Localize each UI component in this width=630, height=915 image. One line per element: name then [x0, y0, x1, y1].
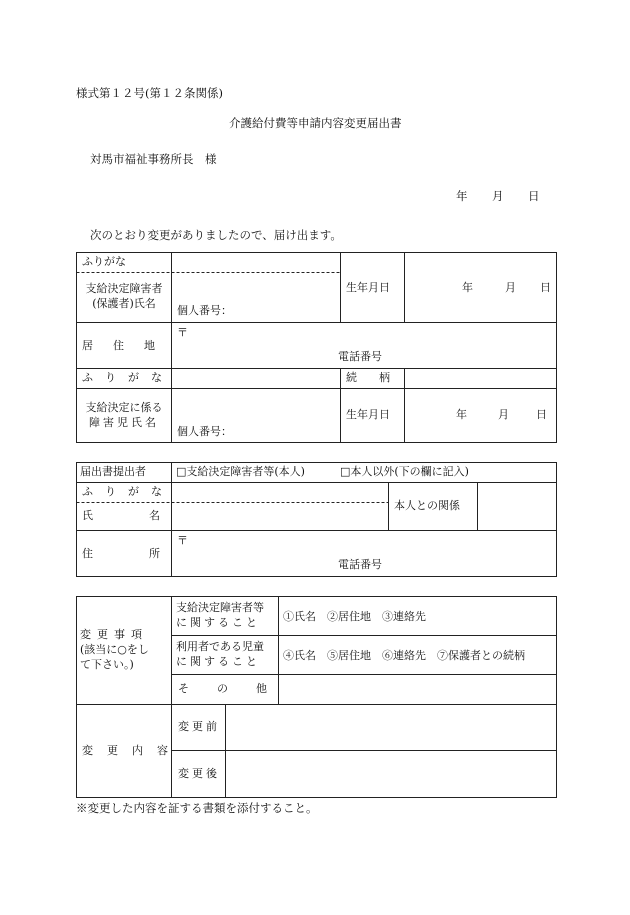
submitter-address-label: 住所 — [82, 547, 216, 560]
birthdate-label: 生年月日 — [346, 281, 390, 294]
addressee: 対馬市福祉事務所長 様 — [90, 152, 217, 166]
category1-options[interactable]: ①氏名 ②居住地 ③連絡先 — [283, 610, 426, 623]
option-self-checkbox[interactable]: □支給決定障害者等(本人) — [176, 465, 305, 478]
category2-label-line2: に関すること — [176, 655, 260, 668]
date-day-label: 日 — [528, 189, 540, 203]
birth-month-label: 月 — [505, 281, 516, 294]
relation-label: 続柄 — [346, 371, 412, 384]
submitter-label: 届出書提出者 — [80, 465, 146, 478]
footer-note: ※変更した内容を証する書類を添付すること。 — [76, 801, 318, 815]
address-label: 居住地 — [82, 339, 175, 352]
other-label: その他 — [178, 682, 295, 695]
birthdate-label-2: 生年月日 — [346, 408, 390, 421]
individual-number-label-2: 個人番号： — [177, 425, 232, 438]
form-number: 様式第１２号(第１２条関係) — [76, 86, 223, 100]
furigana-label-2: ふりがな — [82, 371, 174, 384]
child-name-label-line2: 障害児氏名 — [89, 416, 159, 429]
birth-day-label: 日 — [540, 281, 551, 294]
birth-day-label-2: 日 — [536, 408, 547, 421]
option-other-checkbox[interactable]: □本人以外(下の欄に記入) — [340, 465, 469, 478]
individual-number-label: 個人番号： — [177, 304, 232, 317]
category2-options[interactable]: ④氏名 ⑤居住地 ⑥連絡先 ⑦保護者との続柄 — [283, 649, 525, 662]
submitter-name-label: 氏名 — [82, 509, 216, 522]
furigana-label: ふりがな — [82, 255, 126, 268]
submitter-phone-label: 電話番号 — [338, 558, 382, 571]
intro-text: 次のとおり変更がありましたので、届け出ます。 — [90, 228, 342, 242]
after-label: 変更後 — [178, 767, 220, 780]
submitter-postal-mark: 〒 — [177, 534, 188, 547]
recipient-name-label-line1: 支給決定障害者 — [85, 282, 163, 295]
postal-mark: 〒 — [177, 326, 188, 339]
birth-month-label-2: 月 — [498, 408, 509, 421]
date-month-label: 月 — [492, 189, 504, 203]
child-name-label-line1: 支給決定に係る — [85, 401, 163, 414]
recipient-name-label-line2: (保護者)氏名 — [92, 297, 156, 310]
submitter-furigana-label: ふりがな — [82, 485, 174, 498]
phone-label: 電話番号 — [338, 350, 382, 363]
category2-label-line1: 利用者である児童 — [176, 640, 264, 653]
change-items-label-line2: (該当に○をし — [80, 643, 149, 656]
form-title: 介護給付費等申請内容変更届出書 — [229, 116, 402, 130]
category1-label-line2: に関すること — [176, 616, 260, 629]
relationship-label: 本人との関係 — [394, 499, 460, 512]
birth-year-label-2: 年 — [456, 408, 467, 421]
date-year-label: 年 — [456, 189, 468, 203]
change-items-label-line3: て下さい。) — [80, 658, 134, 671]
change-items-label-line1: 変更事項 — [80, 628, 148, 641]
category1-label-line1: 支給決定障害者等 — [176, 601, 264, 614]
before-label: 変更前 — [178, 720, 220, 733]
change-content-label: 変更内容 — [82, 744, 182, 757]
birth-year-label: 年 — [462, 281, 473, 294]
